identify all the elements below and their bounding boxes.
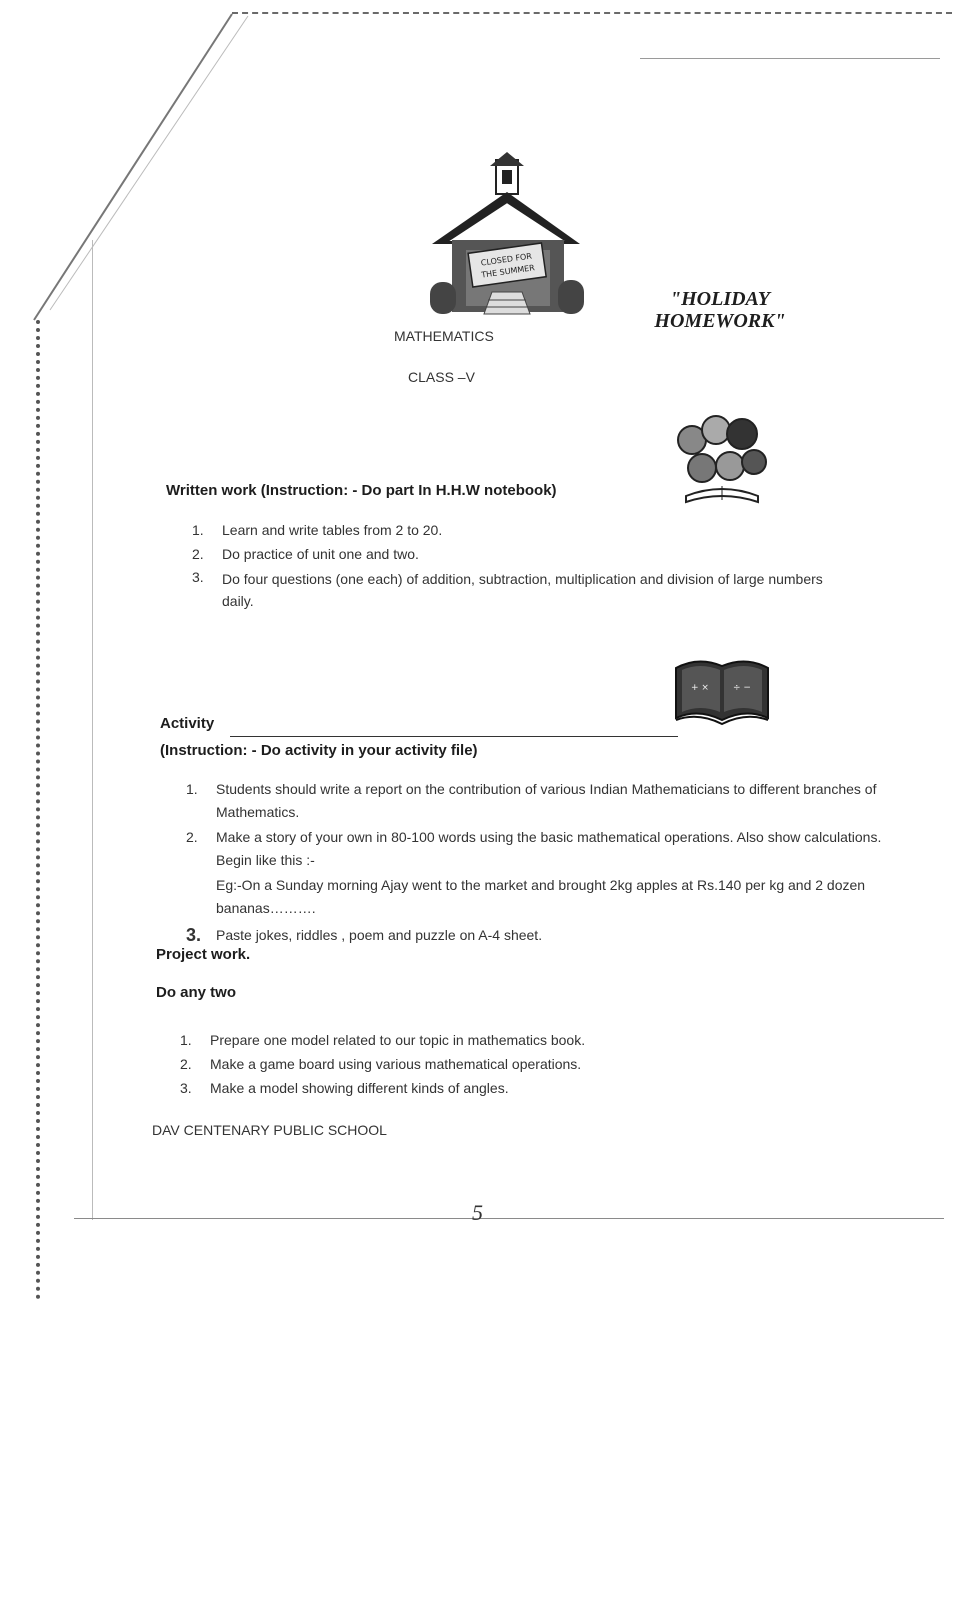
- svg-text:+ ×: + ×: [691, 683, 709, 693]
- subject-label: MATHEMATICS: [394, 328, 494, 344]
- project-subheading: Do any two: [156, 984, 237, 1001]
- activity-instruction: (Instruction: - Do activity in your activity file): [160, 742, 478, 759]
- list-item: 1. Prepare one model related to our topic in mathematics book.: [180, 1032, 586, 1048]
- svg-text:THE SUMMER: THE SUMMER: [480, 263, 536, 280]
- list-item: 2. Make a story of your own in 80-100 words using the basic mathematical operations. Also show calculations. Begin like this :-: [186, 829, 882, 868]
- list-item: Eg:-On a Sunday morning Ajay went to the market and brought 2kg apples at Rs.140 per kg and 2 dozen bananas……….: [216, 877, 866, 916]
- activity-list: [186, 778, 896, 947]
- list-item: 3. Do four questions (one each) of addition, subtraction, multiplication and division of large numbers daily.: [192, 569, 823, 609]
- page-number: 5: [472, 1200, 483, 1225]
- children-illustration: [672, 410, 772, 515]
- written-work-heading: Written work (Instruction: - Do part In H.H.W notebook): [166, 482, 557, 499]
- list-item: 3. Make a model showing different kinds of angles.: [180, 1080, 509, 1096]
- project-list: [180, 1028, 820, 1100]
- list-item: 1. Students should write a report on the contribution of various Indian Mathematicians to different branches of Mathematics.: [186, 781, 877, 820]
- activity-heading: Activity: [160, 715, 215, 732]
- scan-edge-line: [640, 58, 940, 59]
- written-work-list: [192, 518, 852, 612]
- svg-text:÷ −: ÷ −: [733, 683, 751, 693]
- list-item: 1. Learn and write tables from 2 to 20.: [192, 522, 443, 538]
- scan-edge-margin: [92, 240, 93, 1220]
- schoolhouse-illustration: [426, 152, 586, 322]
- page-title-line1: "HOLIDAY: [670, 288, 770, 310]
- scan-edge-top: [232, 12, 952, 14]
- scan-edge-bottom: [74, 1218, 944, 1219]
- school-name: DAV CENTENARY PUBLIC SCHOOL: [152, 1122, 387, 1138]
- book-illustration: [672, 650, 772, 735]
- list-item: 2. Do practice of unit one and two.: [192, 546, 419, 562]
- page-title-line2: HOMEWORK": [654, 310, 786, 332]
- scan-edge-left: [36, 320, 40, 1300]
- class-label: CLASS –V: [408, 369, 475, 385]
- activity-divider: [230, 736, 678, 737]
- svg-text:CLOSED FOR: CLOSED FOR: [480, 251, 533, 268]
- page-title: [620, 288, 820, 332]
- list-item: 2. Make a game board using various mathematical operations.: [180, 1056, 582, 1072]
- project-heading: Project work.: [156, 946, 251, 963]
- list-item: 3. Paste jokes, riddles , poem and puzzle on A-4 sheet.: [186, 925, 543, 945]
